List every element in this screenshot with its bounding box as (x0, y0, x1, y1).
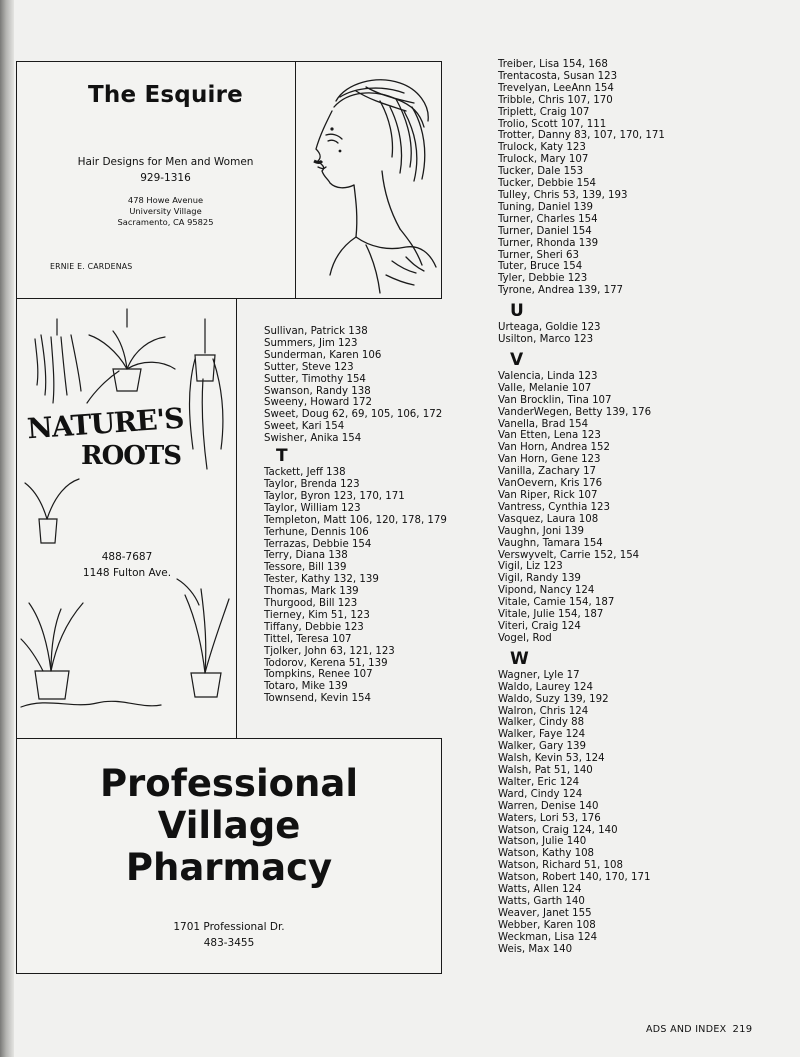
esquire-portrait-panel (295, 61, 443, 299)
esquire-address-line: Sacramento, CA 95825 (117, 217, 214, 227)
index-entry: Walsh, Kevin 53, 124 (498, 753, 605, 765)
esquire-owner: ERNIE E. CARDENAS (50, 262, 133, 271)
index-entry: Watson, Kathy 108 (498, 848, 595, 860)
index-entry: Watts, Allen 124 (498, 884, 582, 896)
index-entry: Tuning, Daniel 139 (498, 201, 593, 213)
index-entry: Tyler, Debbie 123 (498, 273, 588, 285)
index-list-w (498, 670, 665, 956)
index-entry: Watts, Garth 140 (498, 896, 585, 907)
index-entry: Tuter, Bruce 154 (498, 261, 583, 273)
index-entry: Turner, Daniel 154 (498, 225, 592, 237)
index-column-right (498, 59, 665, 956)
pharmacy-title-line: Pharmacy (125, 846, 333, 889)
esquire-ad (16, 61, 442, 299)
index-entry: Terry, Diana 138 (264, 550, 348, 562)
index-entry: Vanilla, Zachary 17 (498, 466, 597, 478)
pharmacy-title-line: Professional (99, 762, 359, 805)
index-entry: Watson, Julie 140 (498, 836, 587, 848)
index-entry: Trevelyan, LeeAnn 154 (498, 82, 614, 94)
woman-portrait-illustration (296, 61, 442, 297)
index-list-t-continued (498, 59, 665, 297)
index-heading-v: V (510, 349, 524, 370)
hanging-plants-illustration (17, 299, 235, 737)
index-entry: Trolio, Scott 107, 111 (498, 118, 607, 130)
pharmacy-contact (17, 919, 441, 951)
index-entry: Sweet, Doug 62, 69, 105, 106, 172 (264, 409, 443, 421)
page-footer (646, 1024, 752, 1035)
index-list-v (498, 371, 665, 645)
index-entry: Van Horn, Gene 123 (498, 454, 601, 466)
pharmacy-title-line: Village (157, 804, 301, 847)
index-entry: Van Horn, Andrea 152 (498, 442, 611, 454)
index-entry: VanOevern, Kris 176 (498, 478, 603, 490)
esquire-phone: 929-1316 (140, 172, 191, 184)
index-entry: Vaughn, Joni 139 (498, 525, 584, 537)
index-entry: Weaver, Janet 155 (498, 907, 592, 919)
index-entry: Taylor, Brenda 123 (264, 478, 360, 490)
esquire-address (43, 195, 288, 228)
index-entry: Swisher, Anika 154 (264, 433, 362, 445)
index-entry: Terrazas, Debbie 154 (264, 538, 372, 550)
index-entry: VanderWegen, Betty 139, 176 (498, 406, 652, 418)
index-entry: Watson, Robert 140, 170, 171 (498, 872, 651, 884)
index-entry: Watson, Richard 51, 108 (498, 860, 623, 872)
index-entry: Weckman, Lisa 124 (498, 931, 598, 943)
index-entry: Tucker, Dale 153 (498, 166, 584, 178)
index-entry: Treiber, Lisa 154, 168 (498, 59, 608, 70)
esquire-address-line: University Village (129, 206, 202, 216)
index-entry: Thurgood, Bill 123 (264, 598, 358, 610)
natures-roots-contact (27, 549, 227, 581)
index-entry: Sullivan, Patrick 138 (264, 326, 368, 337)
index-entry: Sutter, Timothy 154 (264, 373, 366, 385)
index-entry: Vasquez, Laura 108 (498, 513, 599, 525)
index-entry: Vitale, Camie 154, 187 (498, 597, 615, 609)
index-entry: Trulock, Katy 123 (498, 142, 586, 154)
natures-roots-logo-line2: ROOTS (81, 441, 182, 471)
index-entry: Swanson, Randy 138 (264, 385, 371, 397)
index-entry: Tester, Kathy 132, 139 (264, 574, 379, 586)
index-list-u (498, 322, 665, 346)
index-entry: Vantress, Cynthia 123 (498, 501, 611, 513)
index-entry: Tribble, Chris 107, 170 (498, 94, 613, 106)
index-entry: Walron, Chris 124 (498, 705, 589, 717)
index-entry: Sunderman, Karen 106 (264, 349, 382, 361)
index-entry: Walter, Eric 124 (498, 776, 580, 788)
index-entry: Townsend, Kevin 154 (264, 693, 371, 705)
natures-roots-phone: 488-7687 (101, 551, 153, 563)
index-entry: Tiffany, Debbie 123 (264, 621, 364, 633)
index-entry: Tierney, Kim 51, 123 (264, 609, 370, 621)
natures-roots-logo-line1: NATURE'S (26, 401, 185, 446)
index-entry: Vogel, Rod (498, 632, 552, 644)
index-list-s (264, 326, 447, 445)
index-entry: Templeton, Matt 106, 120, 178, 179 (264, 514, 447, 526)
book-binding-shadow (0, 0, 14, 1057)
index-entry: Tyrone, Andrea 139, 177 (498, 285, 624, 297)
index-heading-u: U (510, 301, 524, 322)
index-entry: Thomas, Mark 139 (264, 586, 359, 598)
index-entry: Turner, Charles 154 (498, 213, 598, 225)
index-entry: Walker, Cindy 88 (498, 717, 585, 729)
index-entry: Urteaga, Goldie 123 (498, 322, 601, 334)
index-entry: Taylor, William 123 (264, 502, 361, 514)
index-entry: Sweeny, Howard 172 (264, 397, 372, 409)
esquire-tagline: Hair Designs for Men and Women (77, 156, 254, 168)
natures-roots-ad (16, 298, 237, 739)
pharmacy-address: 1701 Professional Dr. (173, 921, 285, 933)
index-entry: Warren, Denise 140 (498, 800, 599, 812)
index-entry: Turner, Sheri 63 (498, 249, 579, 261)
natures-roots-address: 1148 Fulton Ave. (82, 567, 172, 579)
index-entry: Trentacosta, Susan 123 (498, 70, 618, 82)
index-entry: Usilton, Marco 123 (498, 334, 594, 346)
index-heading-w: W (510, 648, 529, 669)
index-entry: Walsh, Pat 51, 140 (498, 765, 593, 777)
index-entry: Waldo, Suzy 139, 192 (498, 693, 609, 705)
index-entry: Turner, Rhonda 139 (498, 237, 599, 249)
index-entry: Sweet, Kari 154 (264, 421, 345, 433)
index-entry: Van Brocklin, Tina 107 (498, 394, 612, 406)
esquire-name: The Esquire (88, 82, 243, 108)
index-entry: Terhune, Dennis 106 (264, 526, 369, 538)
pharmacy-title (17, 763, 441, 889)
index-entry: Tucker, Debbie 154 (498, 178, 597, 190)
index-entry: Ward, Cindy 124 (498, 788, 583, 800)
index-entry: Weis, Max 140 (498, 943, 573, 955)
index-entry: Trotter, Danny 83, 107, 170, 171 (498, 130, 665, 142)
index-entry: Van Riper, Rick 107 (498, 490, 598, 501)
pharmacy-phone: 483-3455 (203, 937, 255, 949)
index-entry: Waters, Lori 53, 176 (498, 812, 601, 824)
index-entry: Walker, Gary 139 (498, 741, 587, 753)
index-entry: Tittel, Teresa 107 (264, 633, 352, 645)
index-entry: Wagner, Lyle 17 (498, 669, 580, 681)
index-entry: Verswyvelt, Carrie 152, 154 (498, 549, 640, 561)
index-entry: Sutter, Steve 123 (264, 361, 354, 373)
index-entry: Tessore, Bill 139 (264, 562, 347, 574)
index-entry: Valencia, Linda 123 (498, 370, 598, 382)
index-entry: Summers, Jim 123 (264, 337, 358, 349)
index-entry: Tjolker, John 63, 121, 123 (264, 645, 395, 657)
index-entry: Todorov, Kerena 51, 139 (264, 657, 388, 669)
index-entry: Totaro, Mike 139 (264, 681, 348, 693)
index-entry: Valle, Melanie 107 (498, 382, 592, 394)
index-entry: Vitale, Julie 154, 187 (498, 609, 604, 621)
index-column-middle (264, 326, 447, 705)
index-entry: Webber, Karen 108 (498, 919, 596, 931)
footer-section-title: ADS AND INDEX (646, 1024, 727, 1035)
esquire-address-line: 478 Howe Avenue (127, 195, 204, 205)
index-entry: Vigil, Randy 139 (498, 573, 581, 585)
index-entry: Taylor, Byron 123, 170, 171 (264, 490, 405, 502)
index-entry: Tompkins, Renee 107 (264, 669, 373, 681)
index-list-t (264, 467, 447, 705)
index-entry: Waldo, Laurey 124 (498, 681, 593, 693)
index-entry: Tulley, Chris 53, 139, 193 (498, 189, 628, 201)
index-entry: Trulock, Mary 107 (498, 154, 589, 166)
index-entry: Triplett, Craig 107 (498, 106, 590, 118)
index-entry: Walker, Faye 124 (498, 729, 586, 741)
index-entry: Viteri, Craig 124 (498, 620, 581, 632)
index-entry: Van Etten, Lena 123 (498, 430, 601, 442)
index-entry: Vigil, Liz 123 (498, 561, 563, 573)
pharmacy-ad (16, 738, 442, 974)
index-entry: Vipond, Nancy 124 (498, 585, 595, 597)
index-entry: Vaughn, Tamara 154 (498, 537, 603, 549)
esquire-details (43, 154, 288, 186)
index-entry: Vanella, Brad 154 (498, 418, 589, 430)
index-heading-t: T (276, 446, 288, 467)
page-number: 219 (732, 1024, 753, 1035)
index-entry: Tackett, Jeff 138 (264, 467, 346, 479)
index-entry: Watson, Craig 124, 140 (498, 824, 618, 836)
